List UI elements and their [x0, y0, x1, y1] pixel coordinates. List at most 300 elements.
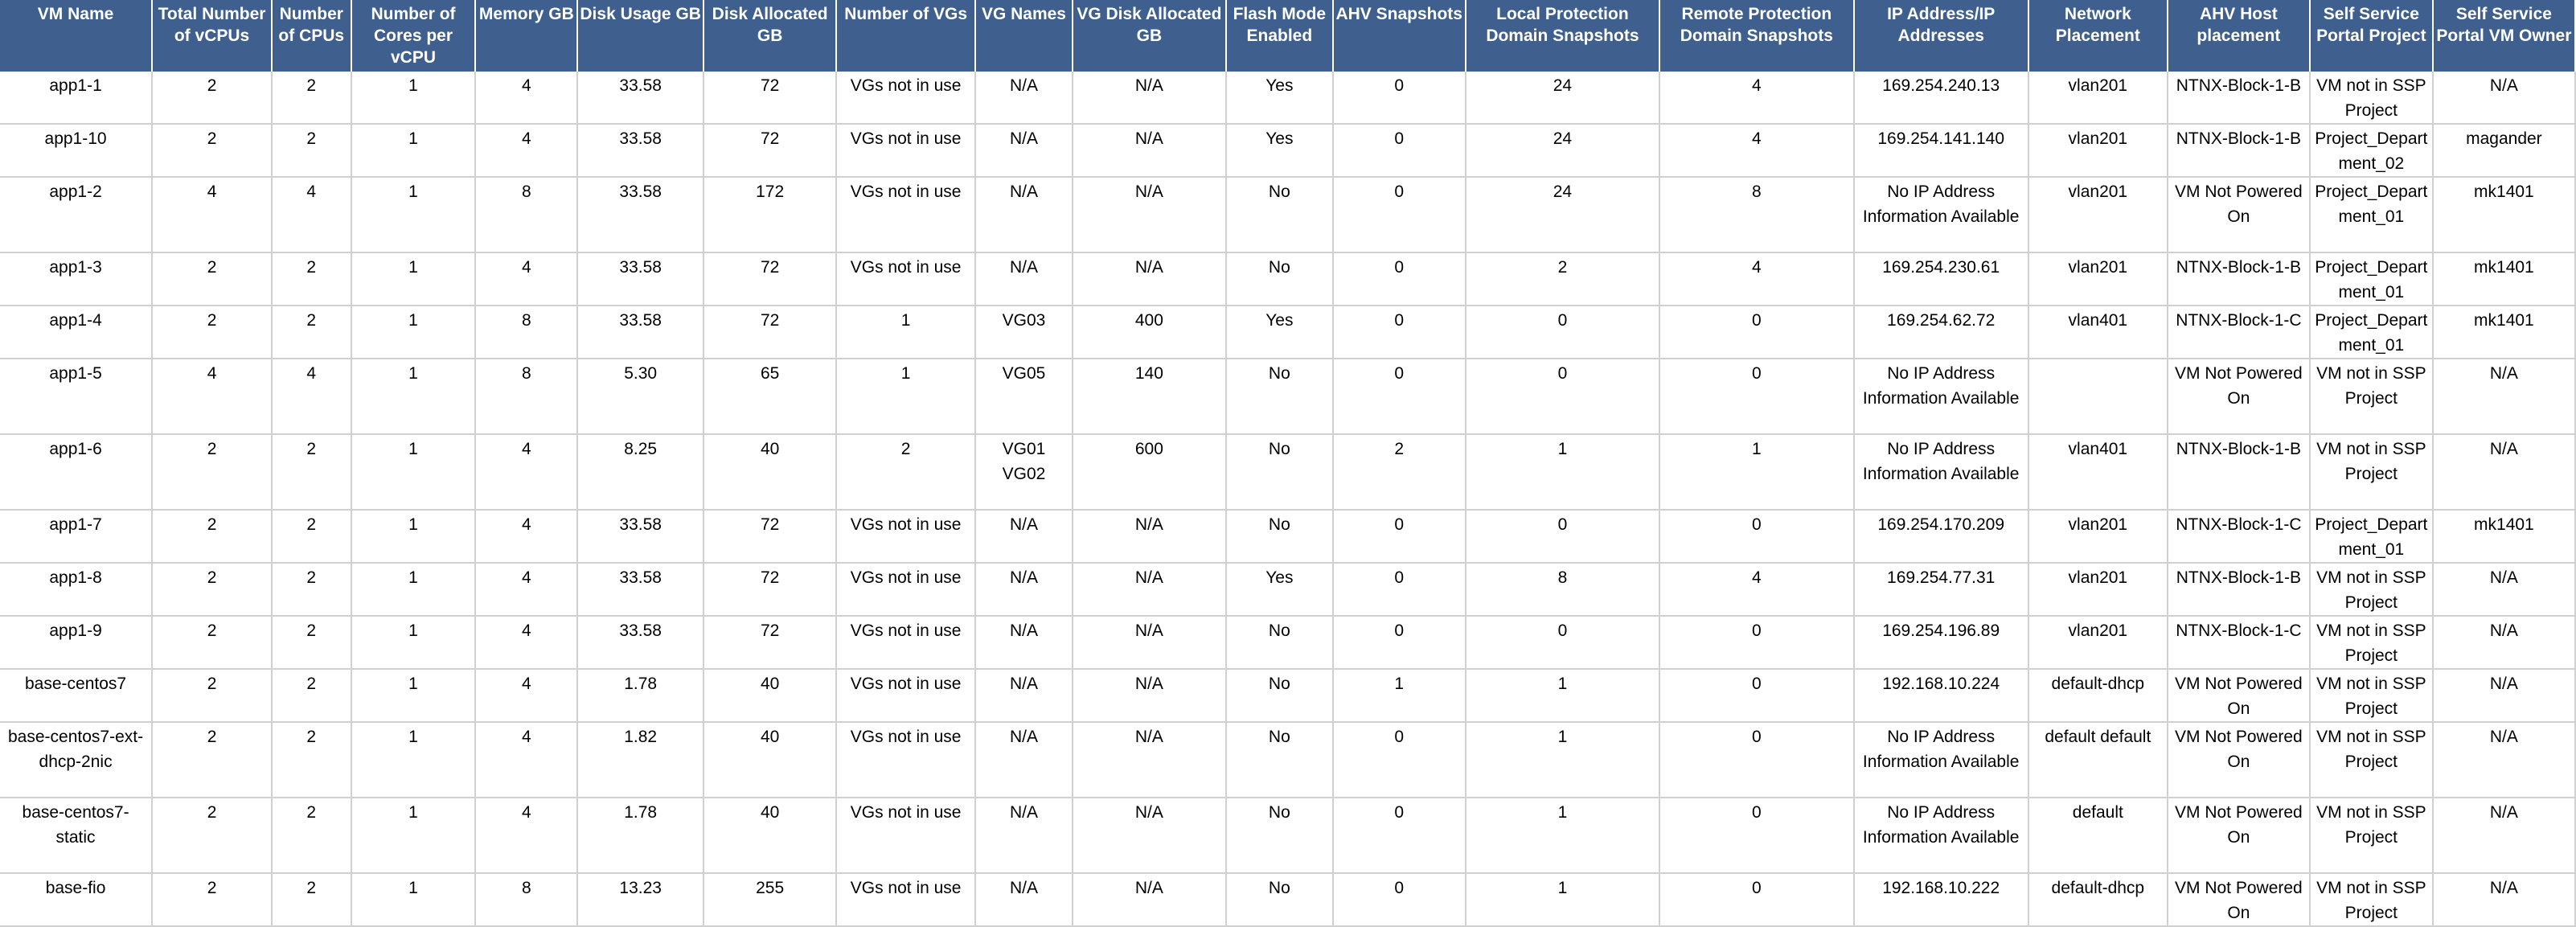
table-cell[interactable]: app1-3 [0, 252, 152, 306]
table-cell[interactable]: N/A [975, 177, 1073, 252]
table-cell[interactable]: 4 [475, 798, 577, 873]
table-cell[interactable]: 72 [703, 306, 836, 359]
table-cell[interactable]: vlan201 [2028, 616, 2168, 669]
table-cell[interactable]: VG03 [975, 306, 1073, 359]
table-cell[interactable]: 4 [1659, 72, 1853, 124]
table-cell[interactable]: VGs not in use [836, 722, 975, 798]
table-cell[interactable]: 1 [351, 177, 476, 252]
table-cell[interactable]: 24 [1466, 177, 1659, 252]
table-cell[interactable]: VM Not Powered On [2168, 873, 2310, 926]
table-cell[interactable]: 0 [1333, 798, 1466, 873]
table-cell[interactable]: NTNX-Block-1-B [2168, 563, 2310, 616]
table-cell[interactable]: app1-8 [0, 563, 152, 616]
table-cell[interactable]: 1 [351, 798, 476, 873]
table-cell[interactable]: NTNX-Block-1-B [2168, 434, 2310, 510]
table-cell[interactable]: Project_Department_01 [2310, 510, 2433, 563]
column-header[interactable]: Number of Cores per vCPU [351, 0, 476, 72]
table-cell[interactable]: vlan201 [2028, 252, 2168, 306]
table-cell[interactable]: 4 [272, 359, 351, 434]
table-cell[interactable]: Yes [1226, 72, 1333, 124]
table-cell[interactable]: 2 [272, 72, 351, 124]
table-cell[interactable]: N/A [975, 616, 1073, 669]
table-cell[interactable]: 1 [836, 359, 975, 434]
table-cell[interactable]: 2 [152, 563, 272, 616]
table-cell[interactable]: VM Not Powered On [2168, 798, 2310, 873]
table-cell[interactable]: base-centos7-ext-dhcp-2nic [0, 722, 152, 798]
table-cell[interactable]: 72 [703, 616, 836, 669]
table-cell[interactable]: vlan201 [2028, 72, 2168, 124]
table-cell[interactable]: 4 [475, 72, 577, 124]
table-cell[interactable]: 72 [703, 563, 836, 616]
table-row[interactable] [0, 124, 2575, 177]
table-cell[interactable]: 2 [152, 72, 272, 124]
table-cell[interactable]: 2 [272, 722, 351, 798]
column-header[interactable]: IP Address/IP Addresses [1854, 0, 2028, 72]
table-cell[interactable]: VM not in SSP Project [2310, 798, 2433, 873]
table-cell[interactable]: VGs not in use [836, 669, 975, 722]
table-cell[interactable]: 2 [152, 669, 272, 722]
table-cell[interactable]: mk1401 [2433, 306, 2575, 359]
table-cell[interactable]: 2 [152, 616, 272, 669]
table-cell[interactable]: 0 [1333, 722, 1466, 798]
table-cell[interactable]: 33.58 [577, 563, 703, 616]
table-cell[interactable]: N/A [2433, 669, 2575, 722]
table-cell[interactable]: base-centos7-static [0, 798, 152, 873]
table-row[interactable] [0, 510, 2575, 563]
table-cell[interactable]: 0 [1333, 72, 1466, 124]
table-cell[interactable]: N/A [975, 124, 1073, 177]
table-cell[interactable]: default default [2028, 722, 2168, 798]
table-cell[interactable]: 0 [1333, 616, 1466, 669]
table-cell[interactable]: 0 [1333, 124, 1466, 177]
table-cell[interactable]: 5.30 [577, 359, 703, 434]
table-cell[interactable]: 72 [703, 124, 836, 177]
column-header[interactable]: VG Disk Allocated GB [1073, 0, 1226, 72]
table-cell[interactable]: No IP Address Information Available [1854, 434, 2028, 510]
table-cell[interactable]: 40 [703, 798, 836, 873]
table-cell[interactable]: Project_Department_01 [2310, 252, 2433, 306]
column-header[interactable]: Local Protection Domain Snapshots [1466, 0, 1659, 72]
table-cell[interactable]: VG01 VG02 [975, 434, 1073, 510]
table-cell[interactable]: 1 [351, 722, 476, 798]
table-cell[interactable]: 172 [703, 177, 836, 252]
table-cell[interactable]: 169.254.62.72 [1854, 306, 2028, 359]
table-cell[interactable]: 33.58 [577, 306, 703, 359]
table-cell[interactable]: 1 [1466, 798, 1659, 873]
table-cell[interactable]: 1 [351, 359, 476, 434]
table-cell[interactable]: 2 [152, 510, 272, 563]
table-row[interactable] [0, 252, 2575, 306]
table-cell[interactable]: 2 [152, 306, 272, 359]
table-cell[interactable]: VGs not in use [836, 124, 975, 177]
table-cell[interactable]: 2 [836, 434, 975, 510]
table-cell[interactable]: N/A [975, 72, 1073, 124]
table-cell[interactable]: N/A [2433, 722, 2575, 798]
table-cell[interactable]: vlan401 [2028, 434, 2168, 510]
column-header[interactable]: AHV Host placement [2168, 0, 2310, 72]
table-row[interactable] [0, 563, 2575, 616]
table-cell[interactable]: 169.254.230.61 [1854, 252, 2028, 306]
table-cell[interactable]: 33.58 [577, 252, 703, 306]
table-cell[interactable]: N/A [1073, 669, 1226, 722]
table-cell[interactable]: 0 [1659, 873, 1853, 926]
table-cell[interactable]: 1 [836, 306, 975, 359]
table-cell[interactable]: 1 [351, 563, 476, 616]
table-cell[interactable]: 2 [1466, 252, 1659, 306]
table-cell[interactable]: 2 [272, 434, 351, 510]
table-cell[interactable]: 169.254.141.140 [1854, 124, 2028, 177]
table-cell[interactable]: No [1226, 177, 1333, 252]
table-cell[interactable]: 2 [272, 563, 351, 616]
table-row[interactable] [0, 72, 2575, 124]
table-cell[interactable]: No [1226, 359, 1333, 434]
table-cell[interactable]: N/A [1073, 252, 1226, 306]
table-cell[interactable]: N/A [1073, 510, 1226, 563]
table-cell[interactable]: 4 [475, 616, 577, 669]
table-cell[interactable]: app1-4 [0, 306, 152, 359]
table-cell[interactable]: 8 [475, 177, 577, 252]
column-header[interactable]: Disk Usage GB [577, 0, 703, 72]
table-cell[interactable]: 1 [351, 124, 476, 177]
table-cell[interactable]: 40 [703, 669, 836, 722]
table-cell[interactable]: 33.58 [577, 72, 703, 124]
table-cell[interactable]: Yes [1226, 563, 1333, 616]
table-cell[interactable]: VM not in SSP Project [2310, 434, 2433, 510]
table-cell[interactable]: 33.58 [577, 124, 703, 177]
table-row[interactable] [0, 177, 2575, 252]
table-cell[interactable]: N/A [2433, 563, 2575, 616]
table-cell[interactable]: VM not in SSP Project [2310, 669, 2433, 722]
table-cell[interactable]: Project_Department_01 [2310, 306, 2433, 359]
table-cell[interactable]: VGs not in use [836, 252, 975, 306]
column-header[interactable]: Remote Protection Domain Snapshots [1659, 0, 1853, 72]
table-cell[interactable]: VGs not in use [836, 72, 975, 124]
table-cell[interactable]: 2 [152, 722, 272, 798]
table-cell[interactable]: N/A [1073, 563, 1226, 616]
table-cell[interactable]: 72 [703, 72, 836, 124]
column-header[interactable]: Self Service Portal Project [2310, 0, 2433, 72]
table-cell[interactable]: 2 [152, 798, 272, 873]
table-cell[interactable]: N/A [1073, 798, 1226, 873]
table-cell[interactable]: 0 [1466, 306, 1659, 359]
table-cell[interactable]: NTNX-Block-1-C [2168, 510, 2310, 563]
table-cell[interactable]: app1-2 [0, 177, 152, 252]
column-header[interactable]: Self Service Portal VM Owner [2433, 0, 2575, 72]
table-cell[interactable]: base-centos7 [0, 669, 152, 722]
table-cell[interactable]: default-dhcp [2028, 873, 2168, 926]
table-cell[interactable]: 4 [475, 434, 577, 510]
table-cell[interactable]: 2 [1333, 434, 1466, 510]
table-cell[interactable]: 0 [1333, 177, 1466, 252]
column-header[interactable]: Number of VGs [836, 0, 975, 72]
table-cell[interactable]: N/A [975, 798, 1073, 873]
table-cell[interactable]: N/A [2433, 434, 2575, 510]
table-cell[interactable]: 0 [1659, 510, 1853, 563]
table-cell[interactable]: 8 [475, 873, 577, 926]
table-cell[interactable]: 0 [1333, 359, 1466, 434]
table-cell[interactable]: 0 [1333, 306, 1466, 359]
table-cell[interactable]: 1 [351, 873, 476, 926]
table-row[interactable] [0, 669, 2575, 722]
table-cell[interactable]: 40 [703, 722, 836, 798]
table-cell[interactable]: mk1401 [2433, 510, 2575, 563]
table-cell[interactable]: 1 [351, 616, 476, 669]
table-cell[interactable]: 1 [1659, 434, 1853, 510]
table-cell[interactable]: app1-1 [0, 72, 152, 124]
table-cell[interactable]: 4 [1659, 124, 1853, 177]
table-cell[interactable]: VGs not in use [836, 798, 975, 873]
column-header[interactable]: Total Number of vCPUs [152, 0, 272, 72]
table-cell[interactable]: VM Not Powered On [2168, 359, 2310, 434]
table-cell[interactable]: VGs not in use [836, 510, 975, 563]
table-cell[interactable]: app1-7 [0, 510, 152, 563]
table-cell[interactable]: VM not in SSP Project [2310, 873, 2433, 926]
table-cell[interactable]: 1 [351, 252, 476, 306]
table-cell[interactable]: N/A [975, 510, 1073, 563]
table-cell[interactable]: 0 [1333, 510, 1466, 563]
table-cell[interactable]: 0 [1659, 306, 1853, 359]
table-cell[interactable]: 0 [1659, 616, 1853, 669]
table-cell[interactable]: Project_Department_02 [2310, 124, 2433, 177]
table-cell[interactable]: 8 [1466, 563, 1659, 616]
table-cell[interactable]: No IP Address Information Available [1854, 722, 2028, 798]
table-cell[interactable]: 8 [475, 306, 577, 359]
table-cell[interactable]: N/A [975, 873, 1073, 926]
table-cell[interactable]: 0 [1659, 359, 1853, 434]
table-cell[interactable]: mk1401 [2433, 252, 2575, 306]
table-cell[interactable]: VGs not in use [836, 873, 975, 926]
table-cell[interactable]: default-dhcp [2028, 669, 2168, 722]
table-cell[interactable]: No [1226, 510, 1333, 563]
table-cell[interactable]: 2 [272, 873, 351, 926]
table-cell[interactable]: No IP Address Information Available [1854, 798, 2028, 873]
table-cell[interactable]: NTNX-Block-1-C [2168, 616, 2310, 669]
table-cell[interactable]: 1 [351, 72, 476, 124]
table-cell[interactable]: base-fio [0, 873, 152, 926]
table-cell[interactable]: 1 [351, 306, 476, 359]
table-cell[interactable]: 40 [703, 434, 836, 510]
table-cell[interactable]: 192.168.10.222 [1854, 873, 2028, 926]
table-cell[interactable]: 72 [703, 510, 836, 563]
table-row[interactable] [0, 798, 2575, 873]
table-cell[interactable]: N/A [1073, 177, 1226, 252]
table-cell[interactable]: N/A [975, 252, 1073, 306]
table-cell[interactable]: VM not in SSP Project [2310, 616, 2433, 669]
table-cell[interactable]: 65 [703, 359, 836, 434]
table-cell[interactable]: VGs not in use [836, 563, 975, 616]
table-cell[interactable]: N/A [1073, 722, 1226, 798]
table-cell[interactable]: 8 [475, 359, 577, 434]
table-cell[interactable]: 33.58 [577, 616, 703, 669]
table-cell[interactable]: VG05 [975, 359, 1073, 434]
table-cell[interactable]: 140 [1073, 359, 1226, 434]
table-cell[interactable]: No IP Address Information Available [1854, 359, 2028, 434]
table-cell[interactable]: 4 [475, 124, 577, 177]
table-row[interactable] [0, 722, 2575, 798]
table-cell[interactable]: VM Not Powered On [2168, 177, 2310, 252]
table-cell[interactable]: No [1226, 669, 1333, 722]
table-cell[interactable]: vlan201 [2028, 563, 2168, 616]
table-cell[interactable]: 1 [351, 669, 476, 722]
table-cell[interactable]: N/A [975, 669, 1073, 722]
table-cell[interactable]: 13.23 [577, 873, 703, 926]
table-cell[interactable]: app1-6 [0, 434, 152, 510]
table-cell[interactable]: N/A [2433, 873, 2575, 926]
table-cell[interactable]: 0 [1466, 510, 1659, 563]
table-cell[interactable]: 8.25 [577, 434, 703, 510]
table-cell[interactable]: 169.254.196.89 [1854, 616, 2028, 669]
table-cell[interactable]: VM Not Powered On [2168, 722, 2310, 798]
table-cell[interactable]: 600 [1073, 434, 1226, 510]
table-cell[interactable]: 2 [152, 124, 272, 177]
column-header[interactable]: Memory GB [475, 0, 577, 72]
table-cell[interactable]: 0 [1466, 359, 1659, 434]
column-header[interactable]: Network Placement [2028, 0, 2168, 72]
table-row[interactable] [0, 616, 2575, 669]
table-cell[interactable]: 1 [351, 434, 476, 510]
table-cell[interactable]: 0 [1333, 252, 1466, 306]
table-cell[interactable]: 4 [1659, 252, 1853, 306]
table-row[interactable] [0, 873, 2575, 926]
table-cell[interactable]: N/A [975, 722, 1073, 798]
table-cell[interactable]: 0 [1333, 563, 1466, 616]
table-cell[interactable]: mk1401 [2433, 177, 2575, 252]
table-cell[interactable]: No [1226, 434, 1333, 510]
table-cell[interactable]: 4 [475, 510, 577, 563]
table-cell[interactable]: 2 [152, 252, 272, 306]
table-cell[interactable]: N/A [2433, 72, 2575, 124]
table-cell[interactable] [2028, 359, 2168, 434]
table-cell[interactable]: VM Not Powered On [2168, 669, 2310, 722]
table-cell[interactable]: NTNX-Block-1-B [2168, 252, 2310, 306]
table-cell[interactable]: 2 [152, 873, 272, 926]
column-header[interactable]: Disk Allocated GB [703, 0, 836, 72]
table-row[interactable] [0, 434, 2575, 510]
table-cell[interactable]: N/A [2433, 616, 2575, 669]
table-cell[interactable]: app1-10 [0, 124, 152, 177]
table-cell[interactable]: N/A [1073, 72, 1226, 124]
table-cell[interactable]: 169.254.170.209 [1854, 510, 2028, 563]
table-cell[interactable]: 1 [1466, 873, 1659, 926]
table-cell[interactable]: 169.254.240.13 [1854, 72, 2028, 124]
table-cell[interactable]: N/A [2433, 798, 2575, 873]
table-cell[interactable]: 0 [1659, 798, 1853, 873]
table-cell[interactable]: 24 [1466, 124, 1659, 177]
table-cell[interactable]: 1 [1466, 669, 1659, 722]
table-cell[interactable]: 8 [1659, 177, 1853, 252]
table-cell[interactable]: VM not in SSP Project [2310, 359, 2433, 434]
table-cell[interactable]: vlan201 [2028, 177, 2168, 252]
table-cell[interactable]: 33.58 [577, 177, 703, 252]
table-cell[interactable]: 400 [1073, 306, 1226, 359]
column-header[interactable]: AHV Snapshots [1333, 0, 1466, 72]
table-cell[interactable]: 1 [1466, 434, 1659, 510]
table-cell[interactable]: 169.254.77.31 [1854, 563, 2028, 616]
column-header[interactable]: VG Names [975, 0, 1073, 72]
table-cell[interactable]: 0 [1333, 873, 1466, 926]
table-cell[interactable]: vlan201 [2028, 124, 2168, 177]
table-cell[interactable]: 2 [272, 798, 351, 873]
table-cell[interactable]: VGs not in use [836, 177, 975, 252]
table-row[interactable] [0, 306, 2575, 359]
table-cell[interactable]: 0 [1659, 722, 1853, 798]
table-cell[interactable]: 255 [703, 873, 836, 926]
table-cell[interactable]: 2 [272, 510, 351, 563]
table-cell[interactable]: 4 [152, 359, 272, 434]
table-cell[interactable]: 2 [272, 616, 351, 669]
table-cell[interactable]: Yes [1226, 124, 1333, 177]
table-cell[interactable]: 24 [1466, 72, 1659, 124]
table-cell[interactable]: 4 [475, 252, 577, 306]
table-cell[interactable]: app1-5 [0, 359, 152, 434]
table-cell[interactable]: 0 [1466, 616, 1659, 669]
table-cell[interactable]: Project_Department_01 [2310, 177, 2433, 252]
table-cell[interactable]: No [1226, 873, 1333, 926]
table-body [0, 72, 2575, 926]
table-cell[interactable]: 4 [272, 177, 351, 252]
table-cell[interactable]: 2 [272, 306, 351, 359]
table-cell[interactable]: 0 [1659, 669, 1853, 722]
table-cell[interactable]: default [2028, 798, 2168, 873]
table-cell[interactable]: 33.58 [577, 510, 703, 563]
table-cell[interactable]: 1 [351, 510, 476, 563]
table-cell[interactable]: N/A [1073, 124, 1226, 177]
table-cell[interactable]: 192.168.10.224 [1854, 669, 2028, 722]
table-cell[interactable]: VM not in SSP Project [2310, 72, 2433, 124]
table-cell[interactable]: vlan401 [2028, 306, 2168, 359]
table-cell[interactable]: 1.82 [577, 722, 703, 798]
table-cell[interactable]: 1 [1466, 722, 1659, 798]
table-cell[interactable]: 2 [272, 252, 351, 306]
table-cell[interactable]: NTNX-Block-1-B [2168, 124, 2310, 177]
table-cell[interactable]: vlan201 [2028, 510, 2168, 563]
table-cell[interactable]: magander [2433, 124, 2575, 177]
table-cell[interactable]: 2 [152, 434, 272, 510]
table-cell[interactable]: 4 [475, 722, 577, 798]
table-cell[interactable]: N/A [1073, 873, 1226, 926]
table-cell[interactable]: 1.78 [577, 798, 703, 873]
table-cell[interactable]: VGs not in use [836, 616, 975, 669]
column-header[interactable]: VM Name [0, 0, 152, 72]
table-cell[interactable]: app1-9 [0, 616, 152, 669]
table-cell[interactable]: 4 [152, 177, 272, 252]
table-cell[interactable]: No IP Address Information Available [1854, 177, 2028, 252]
table-cell[interactable]: 4 [1659, 563, 1853, 616]
table-cell[interactable]: VM not in SSP Project [2310, 563, 2433, 616]
table-cell[interactable]: 2 [272, 124, 351, 177]
table-cell[interactable]: 2 [272, 669, 351, 722]
table-cell[interactable]: NTNX-Block-1-B [2168, 72, 2310, 124]
table-cell[interactable]: NTNX-Block-1-C [2168, 306, 2310, 359]
table-cell[interactable]: No [1226, 722, 1333, 798]
table-cell[interactable]: N/A [2433, 359, 2575, 434]
table-cell[interactable]: 1 [1333, 669, 1466, 722]
table-row[interactable] [0, 359, 2575, 434]
table-cell[interactable]: 4 [475, 669, 577, 722]
table-cell[interactable]: N/A [1073, 616, 1226, 669]
table-cell[interactable]: No [1226, 616, 1333, 669]
table-cell[interactable]: 1.78 [577, 669, 703, 722]
table-cell[interactable]: VM not in SSP Project [2310, 722, 2433, 798]
table-cell[interactable]: No [1226, 252, 1333, 306]
table-cell[interactable]: 4 [475, 563, 577, 616]
table-cell[interactable]: No [1226, 798, 1333, 873]
table-cell[interactable]: 72 [703, 252, 836, 306]
column-header[interactable]: Flash Mode Enabled [1226, 0, 1333, 72]
table-cell[interactable]: N/A [975, 563, 1073, 616]
table-cell[interactable]: Yes [1226, 306, 1333, 359]
column-header[interactable]: Number of CPUs [272, 0, 351, 72]
